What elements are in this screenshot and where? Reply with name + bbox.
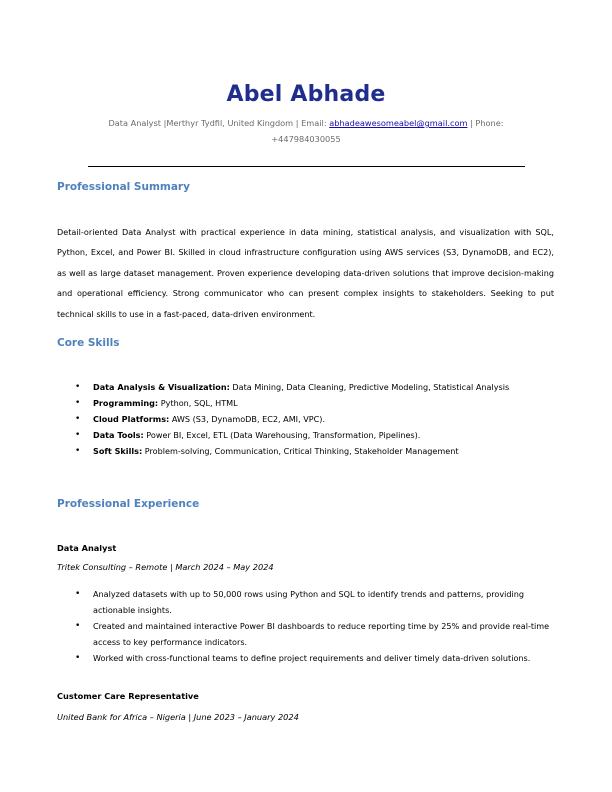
job-meta: United Bank for Africa – Nigeria | June 2023 – January 2024: [57, 712, 299, 722]
skill-item: [57, 411, 567, 427]
contact-prefix: Data Analyst |Merthyr Tydfil, United Kingdom | Email:: [108, 118, 330, 128]
candidate-name: Abel Abhade: [226, 82, 386, 107]
experience-heading: Professional Experience: [57, 498, 200, 510]
summary-heading: Professional Summary: [57, 181, 190, 193]
responsibility-text: Analyzed datasets with up to 50,000 rows using Python and SQL to identify trends and patterns, providing actionable insights.: [93, 589, 525, 615]
skill-item: [57, 443, 567, 459]
responsibility-text: Created and maintained interactive Power BI dashboards to reduce reporting time by 25% and provide real-time access to key performance indicators.: [93, 621, 550, 647]
skill-item: [57, 379, 567, 395]
bullet-icon: •: [75, 430, 81, 440]
skill-item: [57, 427, 567, 443]
bullet-icon: •: [75, 653, 81, 663]
header-divider: [88, 166, 525, 167]
responsibility-item: [57, 618, 557, 650]
job-title: Customer Care Representative: [57, 691, 199, 701]
bullet-icon: •: [75, 414, 81, 424]
responsibility-item: [57, 650, 557, 666]
skill-value: AWS (S3, DynamoDB, EC2, AMI, VPC).: [169, 414, 326, 424]
skill-label: Cloud Platforms:: [93, 414, 170, 424]
bullet-icon: •: [75, 621, 81, 631]
job-meta: Tritek Consulting – Remote | March 2024 – May 2024: [57, 562, 274, 572]
bullet-icon: •: [75, 398, 81, 408]
bullet-icon: •: [75, 382, 81, 392]
bullet-icon: •: [75, 589, 81, 599]
skill-label: Programming:: [93, 398, 159, 408]
skill-label: Soft Skills:: [93, 446, 143, 456]
responsibility-text: Worked with cross-functional teams to define project requirements and deliver timely data-driven solutions.: [93, 653, 531, 663]
skill-label: Data Analysis & Visualization:: [93, 382, 230, 392]
bullet-icon: •: [75, 446, 81, 456]
job-responsibilities: [57, 586, 557, 666]
skill-item: [57, 395, 567, 411]
skill-value: Power BI, Excel, ETL (Data Warehousing, Transformation, Pipelines).: [143, 430, 421, 440]
summary-paragraph: Detail-oriented Data Analyst with practical experience in data mining, statistical analysis, and visualization with SQL, Python, Excel, and Power BI. Skilled in cloud infrastructure configuration using AWS services (S3, DynamoDB, and EC2), as well as large dataset management. Proven experience developing data-driven solutions that improve decision-making and operational efficiency. Strong communicator who can present complex insights to stakeholders. Seeking to put technical skills to use in a fast-paced, data-driven environment.: [57, 227, 554, 319]
skill-label: Data Tools:: [93, 430, 144, 440]
skill-value: Data Mining, Data Cleaning, Predictive Modeling, Statistical Analysis: [229, 382, 510, 392]
skill-value: Problem-solving, Communication, Critical Thinking, Stakeholder Management: [142, 446, 459, 456]
contact-suffix: | Phone:: [467, 118, 504, 128]
job-title: Data Analyst: [57, 543, 117, 553]
skills-list: [57, 379, 567, 459]
responsibility-item: [57, 586, 557, 618]
skill-value: Python, SQL, HTML: [158, 398, 238, 408]
contact-line: [80, 115, 532, 147]
email-link[interactable]: abhadeawesomeabel@gmail.com: [329, 118, 468, 128]
phone-number: +447984030055: [271, 134, 341, 144]
skills-heading: Core Skills: [57, 337, 120, 349]
